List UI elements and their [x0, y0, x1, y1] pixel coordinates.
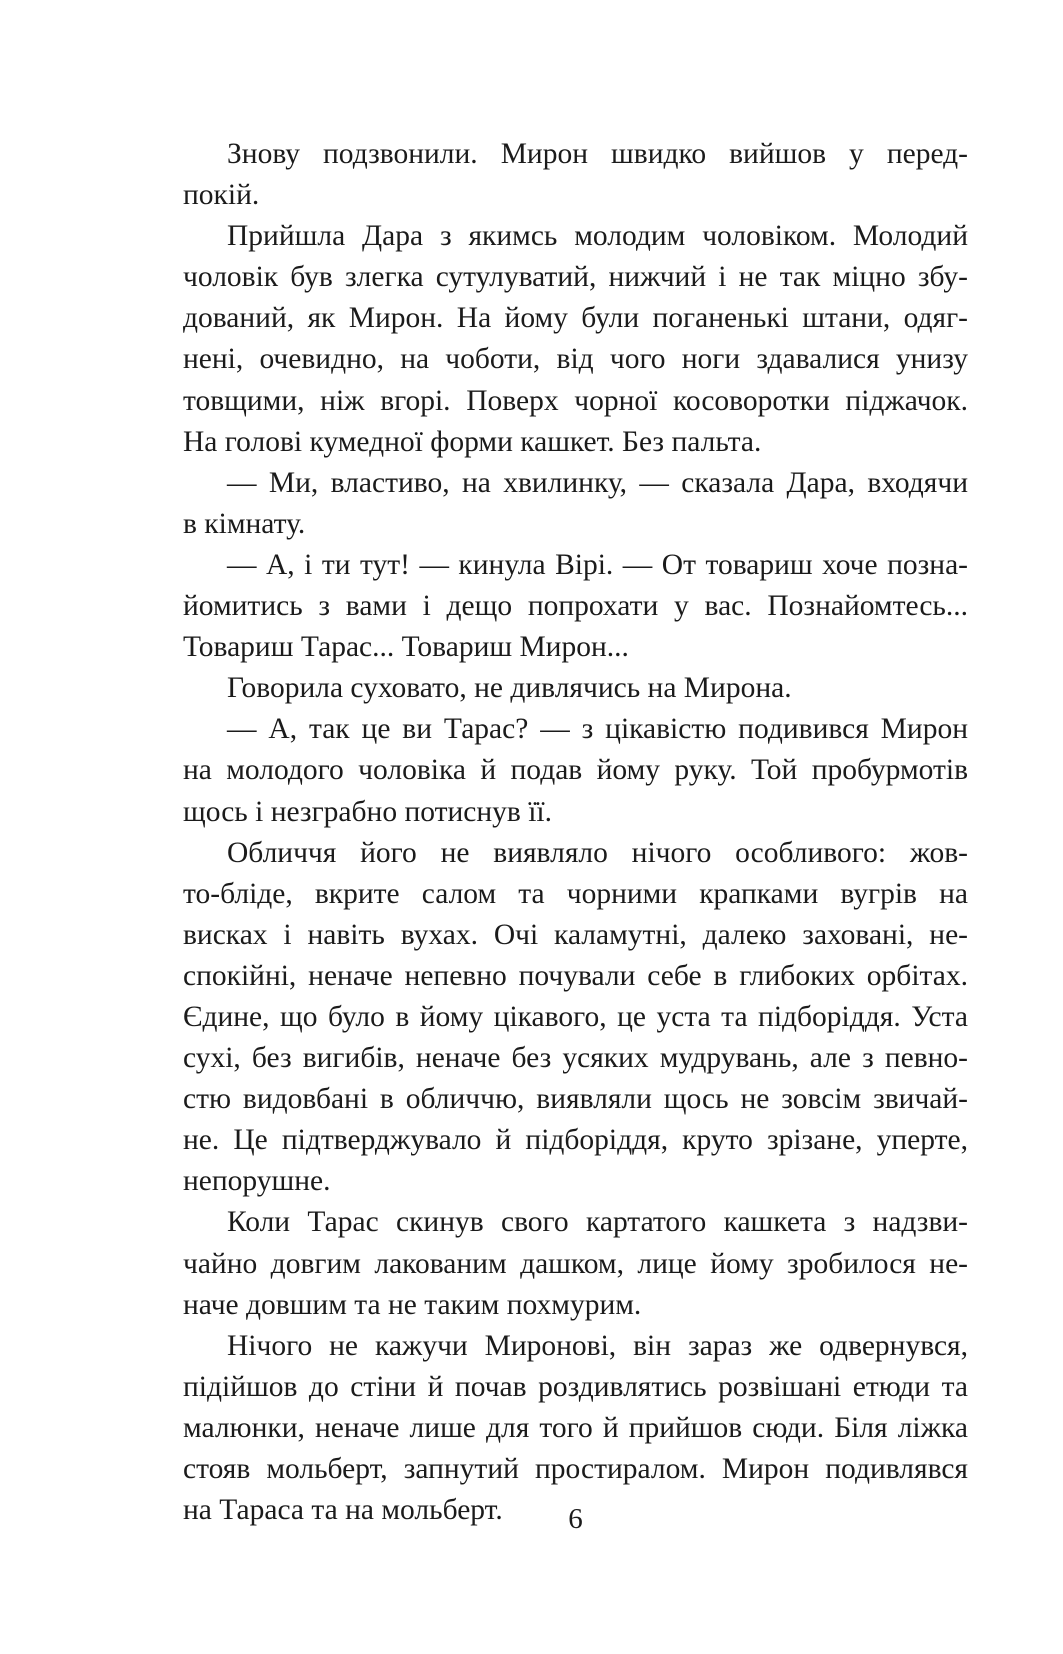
text-line: то-бліде, вкрите салом та чорними крапками вугрів на: [183, 877, 968, 910]
text-line: Обличчя його не виявляло нічого особливого: жов-: [227, 836, 968, 869]
text-line: — А, і ти тут! — кинула Вірі. — От товариш хоче позна-: [227, 548, 968, 581]
text-line: чоловік був злегка сутулуватий, нижчий і не так міцно збу-: [183, 261, 968, 294]
text-line: Говорила суховато, не дивлячись на Мирона.: [227, 672, 792, 705]
text-line: йомитись з вами і дещо попрохати у вас. Познайомтесь...: [183, 590, 968, 623]
text-line: чайно довгим лакованим дашком, лице йому зробилося не-: [183, 1247, 968, 1280]
text-line: Прийшла Дара з якимсь молодим чоловіком. Молодий: [227, 220, 968, 253]
paragraph: [183, 134, 968, 216]
paragraph: [183, 668, 968, 709]
paragraph: [183, 545, 968, 668]
text-line: в кімнату.: [183, 507, 306, 540]
text-line: підійшов до стіни й почав роздивлятись розвішані етюди та: [183, 1370, 968, 1403]
text-line: Єдине, що було в йому цікавого, це уста та підборіддя. Уста: [183, 1000, 968, 1033]
text-line: на Тараса та на мольберт.: [183, 1494, 503, 1527]
text-line: товщими, ніж вгорі. Поверх чорної косоворотки піджачок.: [183, 384, 968, 417]
text-line: Нічого не кажучи Миронові, він зараз же одвернувся,: [227, 1329, 968, 1362]
paragraph: [183, 833, 968, 1203]
text-line: непорушне.: [183, 1165, 331, 1198]
page-number: 6: [568, 1503, 583, 1535]
text-line: не. Це підтверджувало й підборіддя, круто зрізане, уперте,: [183, 1124, 968, 1157]
text-line: покій.: [183, 179, 260, 212]
paragraph: [183, 1202, 968, 1325]
text-line: Коли Тарас скинув свого картатого кашкета з надзви-: [227, 1206, 968, 1239]
text-line: — Ми, властиво, на хвилинку, — сказала Дара, входячи: [227, 466, 968, 499]
body-text: [183, 134, 968, 1531]
paragraph: [183, 709, 968, 832]
paragraph: [183, 216, 968, 463]
text-line: стояв мольберт, запнутий простиралом. Мирон подивлявся: [183, 1453, 968, 1485]
text-line: малюнки, неначе лише для того й прийшов сюди. Біля ліжка: [183, 1411, 968, 1444]
text-line: — А, так це ви Тарас? — з цікавістю подивився Мирон: [227, 713, 968, 746]
text-line: Знову подзвонили. Мирон швидко вийшов у перед-: [227, 138, 968, 170]
text-line: Товариш Тарас... Товариш Мирон...: [183, 631, 629, 664]
text-line: сухі, без вигибів, неначе без усяких мудрувань, але з певно-: [183, 1042, 968, 1075]
text-line: щось і незграбно потиснув її.: [183, 795, 552, 828]
text-line: дований, як Мирон. На йому були поганенькі штани, одяг-: [183, 302, 968, 335]
text-line: спокійні, неначе непевно почували себе в глибоких орбітах.: [183, 959, 968, 992]
text-line: наче довшим та не таким похмурим.: [183, 1288, 642, 1321]
text-line: висках і навіть вухах. Очі каламутні, далеко заховані, не-: [183, 918, 968, 951]
paragraph: [183, 463, 968, 545]
text-line: на молодого чоловіка й подав йому руку. Той пробурмотів: [183, 754, 968, 787]
text-line: нені, очевидно, на чоботи, від чого ноги здавалися унизу: [183, 343, 968, 376]
text-line: стю видовбані в обличчю, виявляли щось не зовсім звичай-: [183, 1083, 968, 1116]
text-line: На голові кумедної форми кашкет. Без пальта.: [183, 425, 762, 458]
